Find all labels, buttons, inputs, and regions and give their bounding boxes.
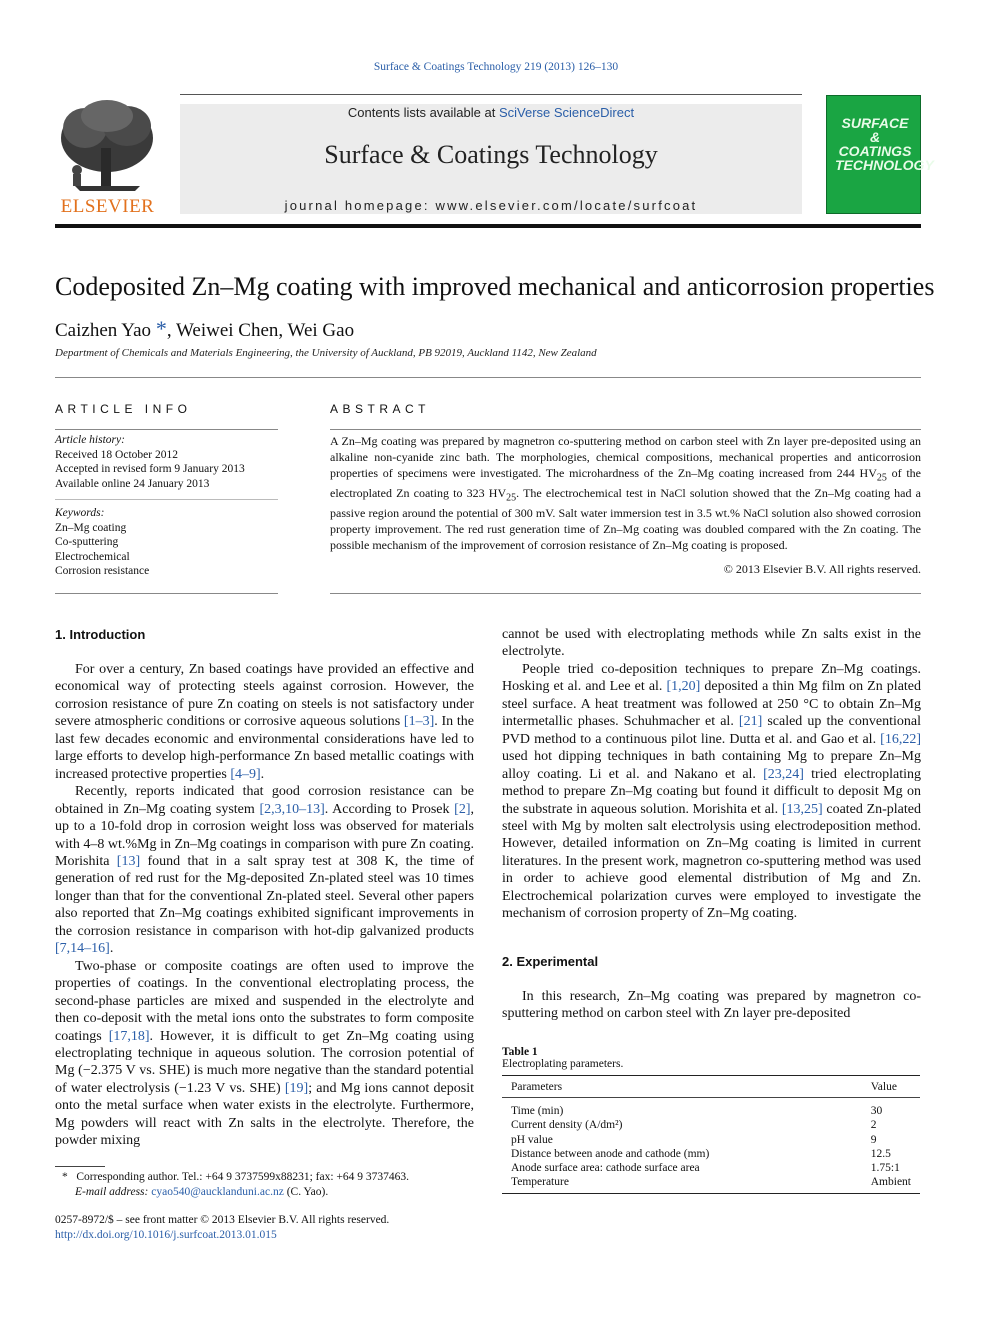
article-history bbox=[55, 433, 278, 491]
citation-link[interactable]: [2] bbox=[454, 801, 471, 817]
text-run: 2 bbox=[870, 1119, 877, 1132]
citation-link[interactable]: [13] bbox=[116, 853, 141, 869]
text-run: used hot dipping techniques in bath containing Mg to prepare Zn–Mg alloy coating. Li et al. and Nakano et al. bbox=[502, 749, 921, 782]
text-run: Ambient bbox=[870, 1176, 911, 1189]
text-run: Current density (A/dm²) bbox=[511, 1119, 623, 1132]
text-run: Anode surface area: cathode surface area bbox=[511, 1162, 700, 1175]
author-first: Caizhen Yao bbox=[55, 320, 152, 341]
article-info-heading: ARTICLE INFO bbox=[55, 402, 192, 416]
table-row bbox=[502, 1133, 920, 1147]
sciencedirect-link[interactable]: SciVerse ScienceDirect bbox=[498, 105, 635, 120]
abstract-copyright: © 2013 Elsevier B.V. All rights reserved. bbox=[723, 562, 921, 576]
author-list bbox=[55, 316, 354, 342]
citation-link[interactable]: [2,3,10–13] bbox=[259, 801, 325, 817]
citation-link[interactable]: [1,20] bbox=[666, 679, 701, 695]
table-label: Table 1 bbox=[502, 1046, 538, 1058]
issn-line: 0257-8972/$ – see front matter © 2013 Elsevier B.V. All rights reserved. bbox=[55, 1214, 390, 1226]
text-run: coated Zn-plated steel with Mg by molten salt electrolysis using electrodeposition method. However, detailed information on Zn–Mg coating is limited in current literatures. In the present work, magnetron co-sputtering method was used in order to achieve good elemental distribution of Mg and Zn. Electrochemical polarization curves were employed to investigate the mechanism of corrosion property of Zn–Mg coating. bbox=[502, 801, 922, 922]
table-row bbox=[502, 1175, 920, 1193]
text-run: . According to Prosek bbox=[324, 801, 455, 817]
keyword-item: Corrosion resistance bbox=[55, 565, 150, 577]
text-run: found that in a salt spray test at 308 K, the time of generation of red rust for the Mg-deposited Zn-plated steel was 10 times longer than that for the conventional Zn-plated steel. Several other papers also reported that Zn–Mg coatings exhibited significant improvements in the corrosion resistance in comparison with hot-dip galvanized products bbox=[55, 853, 474, 939]
section-rule bbox=[55, 377, 921, 378]
history-revised: Accepted in revised form 9 January 2013 bbox=[55, 463, 245, 475]
history-label: Article history: bbox=[55, 434, 125, 446]
paragraph bbox=[55, 958, 474, 1150]
table-row bbox=[502, 1147, 920, 1161]
header-bottom-rule bbox=[55, 224, 921, 228]
abstract-part: of the electroplated Zn coating to 323 HV bbox=[330, 465, 921, 500]
header-top-rule bbox=[180, 94, 802, 95]
text-run: . bbox=[260, 766, 265, 782]
paragraph bbox=[502, 661, 921, 923]
citation-link[interactable]: [13,25] bbox=[781, 801, 823, 817]
keyword-item: Co-sputtering bbox=[55, 536, 119, 548]
parameters-table bbox=[502, 1075, 920, 1194]
doi-link[interactable]: http://dx.doi.org/10.1016/j.surfcoat.2013.01.015 bbox=[55, 1229, 277, 1241]
keywords-label: Keywords: bbox=[55, 507, 105, 519]
citation-link[interactable]: [19] bbox=[284, 1080, 309, 1096]
email-link[interactable]: cyao540@aucklanduni.ac.nz bbox=[151, 1186, 284, 1198]
experimental-text bbox=[502, 988, 921, 1023]
table-header-row bbox=[502, 1076, 920, 1098]
experimental-heading: 2. Experimental bbox=[502, 954, 599, 969]
abstract-part: A Zn–Mg coating was prepared by magnetron co-sputtering method on carbon steel with Zn layer pre-deposited using an alkaline non-cyanide zinc bath. The morphologies, chemical compositions, mechanical properties and anticorrosion properties of specimens were investigated. The microhardness of the Zn–Mg coating increased from 244 HV bbox=[330, 434, 921, 480]
citation-link[interactable]: [4–9] bbox=[230, 766, 261, 782]
abstract-subscript: 25 bbox=[506, 492, 517, 504]
text-run: 12.5 bbox=[870, 1147, 891, 1160]
keyword-item: Zn–Mg coating bbox=[55, 521, 127, 534]
table-row bbox=[502, 1161, 920, 1175]
abstract-text bbox=[330, 434, 921, 553]
right-column-text bbox=[502, 626, 921, 923]
table-1 bbox=[502, 1046, 921, 1194]
paragraph bbox=[55, 661, 474, 783]
left-column-text bbox=[55, 661, 474, 1150]
text-run: 9 bbox=[870, 1133, 877, 1146]
col-header-parameters: Parameters bbox=[511, 1081, 563, 1093]
text-run: 1.75:1 bbox=[870, 1162, 900, 1175]
keywords bbox=[55, 506, 278, 579]
table-row bbox=[502, 1118, 920, 1132]
text-run: pH value bbox=[511, 1133, 553, 1146]
text-run: 30 bbox=[870, 1105, 883, 1117]
journal-cover-thumbnail[interactable] bbox=[826, 95, 934, 214]
history-online: Available online 24 January 2013 bbox=[55, 477, 210, 490]
corresponding-author-mark[interactable]: * bbox=[155, 316, 167, 341]
citation-link[interactable]: [23,24] bbox=[763, 766, 804, 782]
contents-line bbox=[180, 105, 802, 120]
citation-link[interactable]: [16,22] bbox=[880, 731, 921, 747]
col-header-value: Value bbox=[870, 1081, 897, 1093]
elsevier-wordmark: ELSEVIER bbox=[60, 196, 155, 217]
email-label: E-mail address: bbox=[75, 1186, 152, 1198]
history-received: Received 18 October 2012 bbox=[55, 448, 178, 461]
footnote-corresponding: Corresponding author. Tel.: +64 9 3737599x88231; fax: +64 9 3737463. bbox=[76, 1171, 410, 1183]
journal-reference[interactable]: Surface & Coatings Technology 219 (2013) 126–130 bbox=[373, 61, 619, 73]
text-run: scaled up the conventional PVD method to a continuous pilot line. Dutta et al. and Gao et al. bbox=[502, 714, 921, 747]
table-caption: Electroplating parameters. bbox=[502, 1058, 624, 1070]
cover-title: SURFACE & COATINGS TECHNOLOGY bbox=[835, 115, 934, 173]
text-run: tried electroplating method to prepare Zn–Mg coating but found it difficult to deposit Mg on the substrate in aqueous solution. Morishita et al. bbox=[502, 766, 921, 817]
text-run: Recently, reports indicated that good corrosion resistance can be obtained in Zn–Mg coating system bbox=[55, 784, 474, 817]
text-run: . In the last few decades economic and environmental considerations have led to large efforts to develop high-performance Zn based metallic coatings with increased protective properties bbox=[55, 714, 475, 782]
introduction-heading: 1. Introduction bbox=[55, 627, 146, 642]
text-run: deposited a thin Mg film on Zn plated steel surface. A heat treatment was followed at 250 °C to obtain Zn–Mg intermetallic phases. Schuhmacher et al. bbox=[502, 679, 922, 730]
text-run: Two-phase or composite coatings are often used to improve the properties of coatings. In the conventional electroplating process, the second-phase particles are mixed and suspended in the electrolyte and then co-deposit with the metal ions onto the substrates to form composite coatings bbox=[55, 958, 474, 1044]
article-info-rule bbox=[55, 429, 278, 430]
text-run: People tried co-deposition techniques to prepare Zn–Mg coatings. Hosking et al. and Lee et al. bbox=[502, 661, 921, 695]
citation-link[interactable]: [17,18] bbox=[108, 1028, 150, 1044]
page-footer bbox=[55, 1213, 485, 1243]
table-row bbox=[502, 1098, 920, 1119]
footnote bbox=[62, 1170, 474, 1200]
keywords-rule bbox=[55, 499, 278, 500]
citation-link[interactable]: [1–3] bbox=[403, 714, 435, 730]
text-run: . bbox=[109, 941, 114, 957]
text-run: Time (min) bbox=[511, 1105, 564, 1117]
abstract-heading: ABSTRACT bbox=[330, 402, 431, 416]
text-run: Distance between anode and cathode (mm) bbox=[511, 1147, 710, 1160]
text-run: ; and Mg ions cannot deposit onto the metal surface when water exists in the electrolyte. Furthermore, Mg powders will react with Zn salts in the electrolyte. Therefore, the powder mixing bbox=[55, 1080, 474, 1149]
affiliation: Department of Chemicals and Materials Engineering, the University of Auckland, PB 92019, Auckland 1142, New Zealand bbox=[55, 347, 597, 359]
contents-prefix: Contents lists available at bbox=[347, 105, 499, 120]
text-run: , up to a 10-fold drop in corrosion weight loss was observed for materials with 4–8 wt.%Mg in Zn–Mg coatings in comparison with pure Zn coating. Morishita bbox=[55, 801, 474, 869]
footnote-rule bbox=[55, 1166, 105, 1167]
abstract-part: . The electrochemical test in NaCl solution showed that the Zn–Mg coating had a passive region around the potential of 300 mV. Salt water immersion test in 3.5 wt.% NaCl solution also showed corrosion property improvement. The red rust generation time of Zn–Mg coating was doubled compared with the Zn coating. The possible mechanism of the improvement of corrosion resistance of Zn–Mg coating is proposed. bbox=[330, 485, 921, 552]
journal-title: Surface & Coatings Technology bbox=[324, 140, 658, 169]
citation-link[interactable]: [21] bbox=[738, 714, 763, 730]
abstract-bottom-rule bbox=[330, 593, 921, 594]
text-run: Temperature bbox=[511, 1176, 569, 1189]
journal-homepage[interactable]: journal homepage: www.elsevier.com/locate/surfcoat bbox=[284, 198, 698, 213]
email-tail: (C. Yao). bbox=[283, 1186, 329, 1198]
paragraph: In this research, Zn–Mg coating was prepared by magnetron co-sputtering method on carbon steel with Zn layer pre-deposited bbox=[502, 989, 921, 1022]
abstract-subscript: 25 bbox=[876, 471, 887, 483]
article-info-bottom-rule bbox=[55, 593, 278, 594]
text-run: For over a century, Zn based coatings have provided an effective and economical way of protecting steels against corrosion. However, the corrosion resistance of pure Zn coating on steels is not satisfactory under severe atmospheric conditions or corrosive aqueous solutions bbox=[55, 662, 474, 730]
citation-link[interactable]: [7,14–16] bbox=[55, 941, 110, 957]
article-title: Codeposited Zn–Mg coating with improved mechanical and anticorrosion properties bbox=[55, 272, 935, 301]
keyword-item: Electrochemical bbox=[55, 550, 130, 563]
footnote-mark: * bbox=[62, 1171, 68, 1183]
paragraph bbox=[55, 783, 474, 958]
abstract-rule bbox=[330, 429, 921, 430]
text-run: . However, it is difficult to get Zn–Mg coating using electroplating technique in aqueous solution. The corrosion potential of Mg (−2.375 V vs. SHE) is much more negative than the standard potential of water electrolysis (−1.23 V vs. SHE) bbox=[55, 1028, 475, 1096]
paragraph: cannot be used with electroplating methods while Zn salts exist in the electrolyte. bbox=[502, 627, 921, 660]
author-others: , Weiwei Chen, Wei Gao bbox=[166, 320, 355, 341]
